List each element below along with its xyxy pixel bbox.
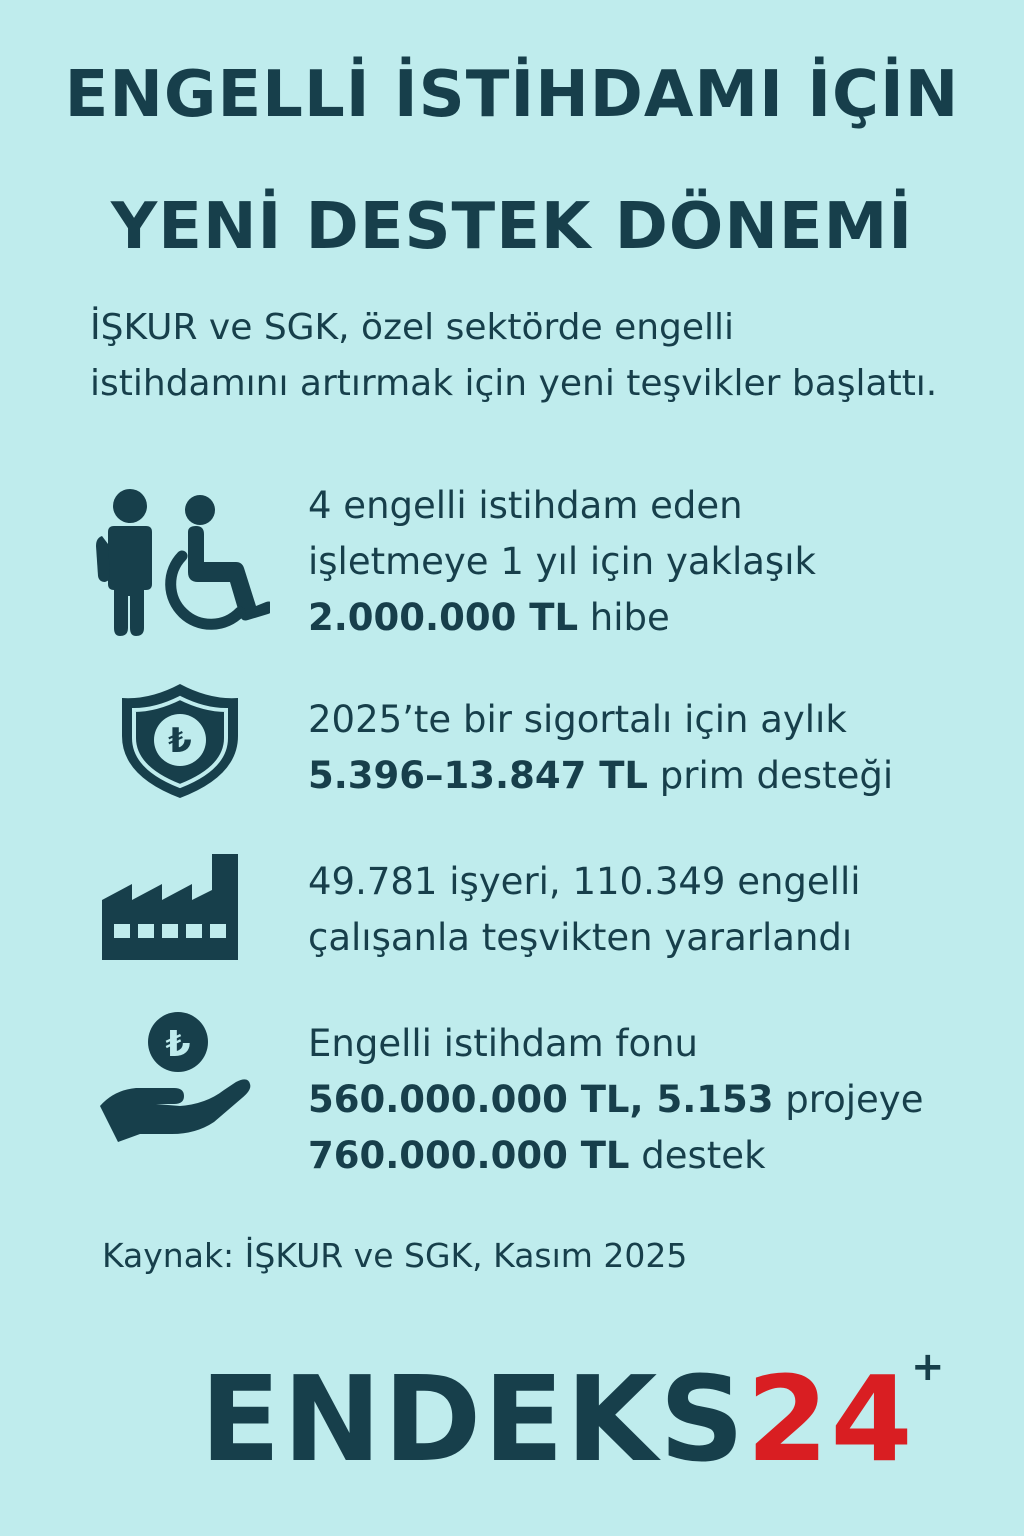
stat-highlight: 2.000.000 TL [308,596,579,639]
logo-plus: + [911,1344,947,1390]
intro-line-1: İŞKUR ve SGK, özel sektörde engelli [90,307,735,348]
people-wheelchair-icon [90,484,270,644]
stat-line: 49.781 işyeri, 110.349 engelli [308,860,861,903]
hand-coin-icon [96,1010,256,1150]
logo-brand: ENDEKS [200,1350,747,1488]
stat-text-workplaces [308,854,1008,966]
stat-line: 2025’te bir sigortalı için aylık [308,698,847,741]
stat-suffix: prim desteği [648,754,894,797]
stat-text-grant [308,478,1008,646]
stat-line: Engelli istihdam fonu [308,1022,698,1065]
intro-paragraph [90,300,1010,412]
intro-line-2: istihdamını artırmak için yeni teşvikler başlattı. [90,363,938,404]
stat-text-fund [308,1016,1008,1184]
stat-line [308,1128,1008,1184]
stat-highlight: 560.000.000 TL, 5.153 [308,1078,774,1121]
stat-line: 4 engelli istihdam eden [308,484,743,527]
stat-line [308,1072,1008,1128]
stat-line: çalışanla teşvikten yararlandı [308,916,853,959]
headline-line-1: ENGELLİ İSTİHDAMI İÇİN [64,58,960,132]
stat-suffix: projeye [773,1078,924,1121]
svg-text:₺: ₺ [168,721,192,761]
factory-icon [100,850,245,970]
endeks24-logo [200,1344,947,1488]
stat-highlight: 5.396–13.847 TL [308,754,649,797]
stat-line: işletmeye 1 yıl için yaklaşık [308,540,816,583]
svg-text:₺: ₺ [165,1024,191,1065]
source-note: Kaynak: İŞKUR ve SGK, Kasım 2025 [102,1236,688,1275]
shield-lira-icon [110,680,250,800]
logo-number: 24 [746,1350,915,1488]
stat-line [308,748,1008,804]
headline-line-2: YENİ DESTEK DÖNEMİ [110,190,914,264]
stat-highlight: 760.000.000 TL [308,1134,630,1177]
stat-text-premium [308,692,1008,804]
stat-suffix: destek [629,1134,766,1177]
stat-suffix: hibe [578,596,670,639]
stat-line [308,590,1008,646]
